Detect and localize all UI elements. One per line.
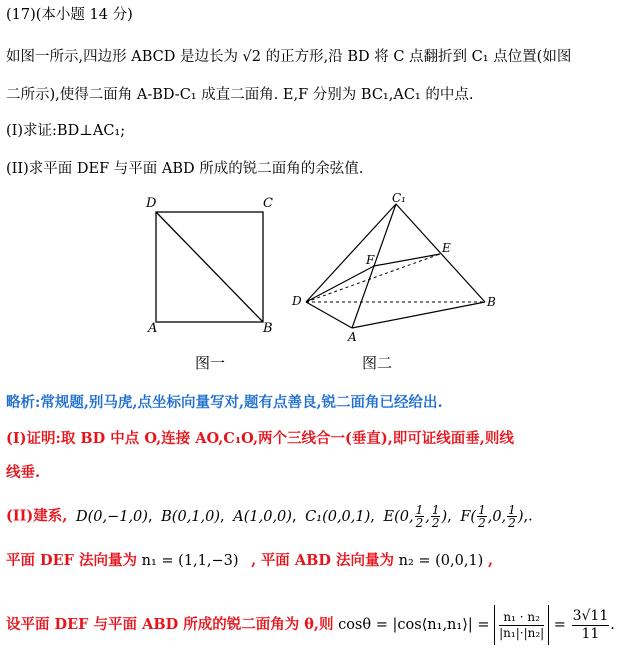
normal-def-value: n₁ = (1,1,−3) (141, 553, 239, 569)
label-d2: D (292, 294, 302, 308)
label-a: A (148, 321, 158, 336)
problem-statement-line1: 如图一所示,四边形 ABCD 是边长为 √2 的正方形,沿 BD 将 C 点翻折到 C₁ 点位置(如图 (6, 49, 572, 65)
edge-c1d (306, 204, 396, 302)
cosine-label: 设平面 DEF 与平面 ABD 所成的锐二面角为 θ,则 (6, 616, 334, 633)
coordinates-line: (II)建系, D(0,−1,0), B(0,1,0), A(1,0,0), C₁(0,0,1), E(0, $\frac{1}{2}$ , $\frac{1}{2}$ ), F( $\frac{1}{2}$ ,0, $\frac{1}{2}$ ),. (6, 503, 533, 530)
figure-tetrahedron (290, 192, 505, 342)
coord-d: D(0,−1,0) (75, 508, 148, 525)
edge-da (306, 302, 352, 328)
label-b: B (263, 321, 273, 336)
normal-vectors-line: 平面 DEF 法向量为 n₁ = (1,1,−3) , 平面 ABD 法向量为 n₂ = (0,0,1) , (6, 552, 494, 569)
coord-e: E(0, $\frac{1}{2}$ , $\frac{1}{2}$ ) (383, 503, 448, 530)
edge-ab (352, 302, 485, 328)
dot-product: n₁ · n₂ (499, 610, 544, 626)
label-c: C (263, 196, 273, 211)
edge-c1b (396, 204, 485, 302)
coord-b: B(0,1,0) (161, 508, 221, 525)
proof-part1-line2: 线垂. (6, 464, 41, 481)
question-2: (II)求平面 DEF 与平面 ABD 所成的锐二面角的余弦值. (6, 161, 364, 177)
normal-abd-label: 平面 ABD 法向量为 (260, 552, 394, 569)
normal-def-label: 平面 DEF 法向量为 (6, 552, 138, 569)
coord-a: A(1,0,0) (233, 508, 292, 525)
cosine-fraction (494, 605, 549, 645)
label-a2: A (348, 330, 357, 342)
coord-f: F( $\frac{1}{2}$ ,0, $\frac{1}{2}$ ) (460, 503, 524, 530)
figure2-caption: 图二 (362, 354, 393, 372)
segment-fe (374, 254, 440, 266)
proof-part1-line1: (I)证明:取 BD 中点 O,连接 AO,C₁O,两个三线合一(垂直),即可证线面垂,则线 (6, 430, 514, 447)
figure-square (140, 192, 280, 337)
analysis-note: 略析:常规题,别马虎,点坐标向量写对,题有点善良,锐二面角已经给出. (6, 394, 443, 411)
figure1-caption: 图一 (195, 354, 226, 372)
cosine-result: $\frac{3√11}{11}$ (572, 607, 609, 642)
norm-product: |n₁|·|n₂| (499, 625, 545, 640)
diagonal-bd (156, 212, 263, 322)
part2-label: (II)建系, (6, 507, 68, 525)
label-f: F (366, 253, 375, 267)
label-b2: B (487, 295, 496, 309)
coord-c1: C₁(0,0,1) (305, 508, 371, 525)
problem-statement-line2: 二所示),使得二面角 A-BD-C₁ 成直二面角. E,F 分别为 BC₁,AC₁ 的中点. (6, 87, 474, 103)
label-d: D (146, 196, 157, 211)
label-e: E (442, 241, 451, 255)
cosine-line: 设平面 DEF 与平面 ABD 所成的锐二面角为 θ,则 cosθ = |cos⟨n₁,n₁⟩| = $\frac{\text{n₁ · n₂}}{\text{|n₁|·|n₂|}}$ = $\frac{3√11}{11}$ . (6, 605, 615, 645)
question-1: (I)求证:BD⊥AC₁; (6, 123, 126, 139)
label-c1: C₁ (392, 192, 406, 205)
segment-df (306, 266, 374, 302)
problem-header: (17)(本小题 14 分) (6, 7, 133, 23)
cosine-expression: cosθ = |cos⟨n₁,n₁⟩| = (338, 617, 490, 633)
normal-abd-value: n₂ = (0,0,1) (398, 553, 484, 569)
